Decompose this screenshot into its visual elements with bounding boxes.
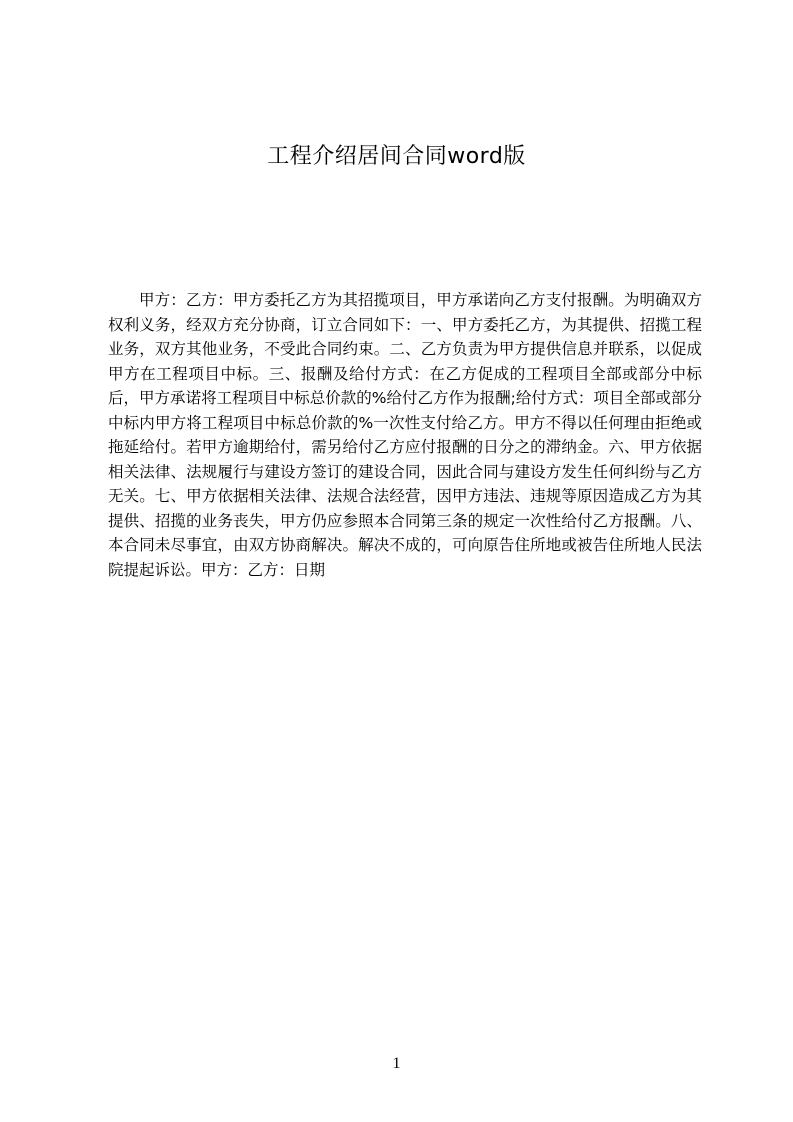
page-number: 1 [392, 1055, 401, 1072]
document-title: 工程介绍居间合同word版 [267, 144, 526, 169]
contract-body-paragraph: 甲方：乙方：甲方委托乙方为其招揽项目，甲方承诺向乙方支付报酬。为明确双方权利义务，经双方充分协商，订立合同如下：一、甲方委托乙方，为其提供、招揽工程业务，双方其他业务，不受此合同约束。二、乙方负责为甲方提供信息并联系，以促成甲方在工程项目中标。三、报酬及给付方式：在乙方促成的工程项目全部或部分中标后，甲方承诺将工程项目中标总价款的%给付乙方作为报酬;给付方式：项目全部或部分中标内甲方将工程项目中标总价款的%一次性支付给乙方。甲方不得以任何理由拒绝或拖延给付。若甲方逾期给付，需另给付乙方应付报酬的日分之的滞纳金。六、甲方依据相关法律、法规履行与建设方签订的建设合同，因此合同与建设方发生任何纠纷与乙方无关。七、甲方依据相关法律、法规合法经营，因甲方违法、违规等原因造成乙方为其提供、招揽的业务丧失，甲方仍应参照本合同第三条的规定一次性给付乙方报酬。八、本合同未尽事宜，由双方协商解决。解决不成的，可向原告住所地或被告住所地人民法院提起诉讼。甲方：乙方：日期 [108, 291, 702, 579]
